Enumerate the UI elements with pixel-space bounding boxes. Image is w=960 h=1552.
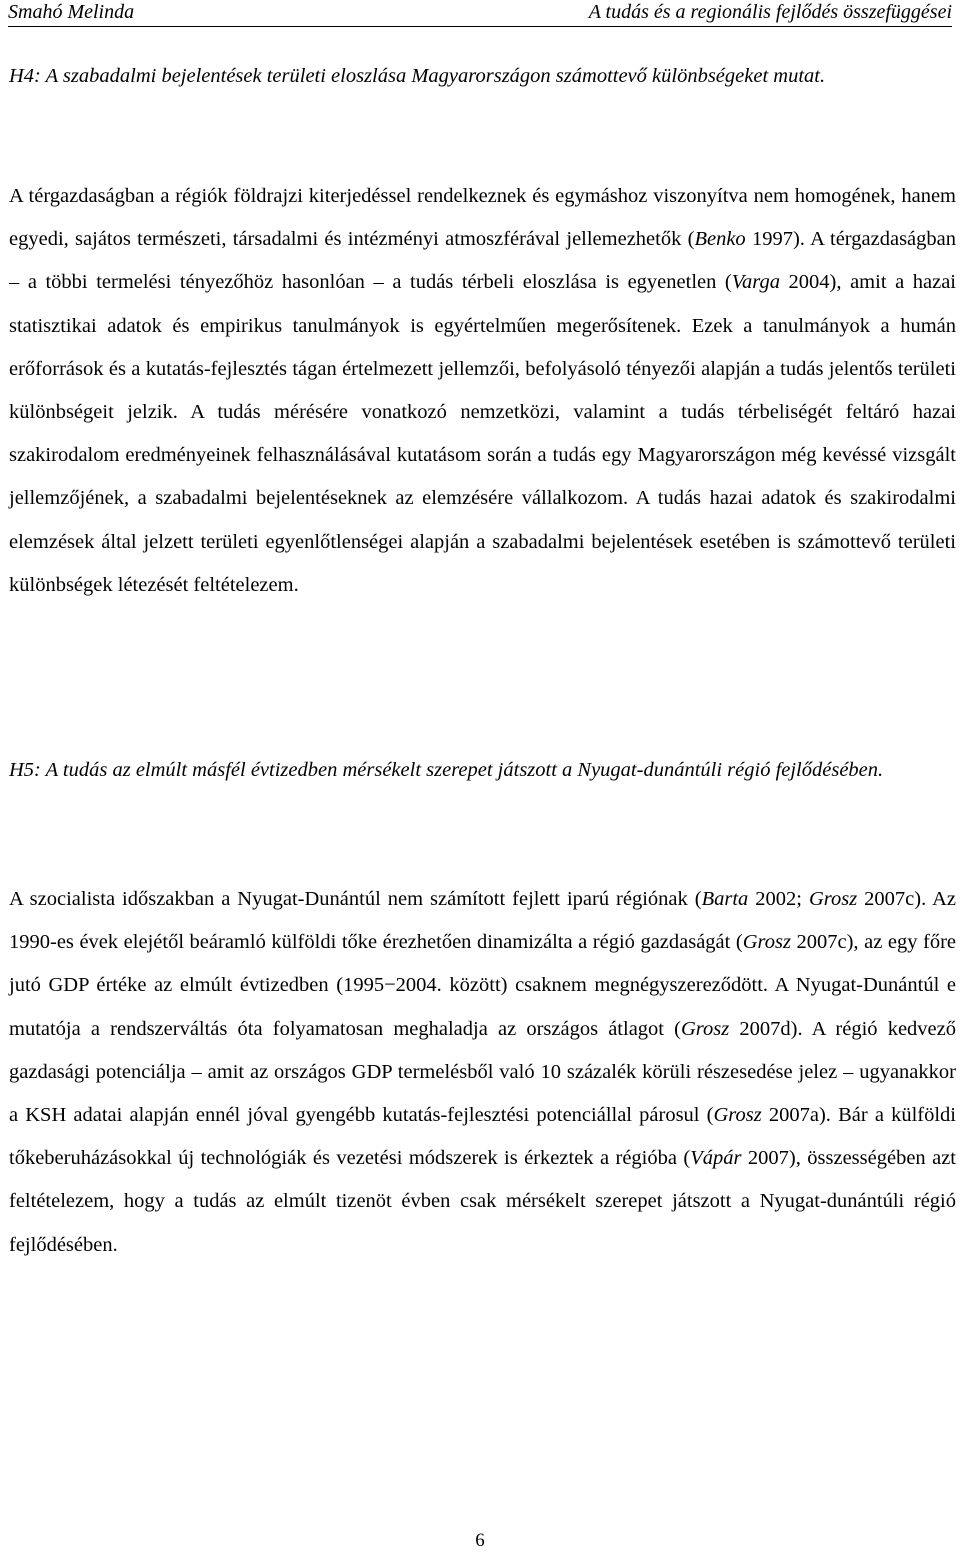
paragraph-1 xyxy=(9,175,956,607)
citation-vapar: Vápár xyxy=(690,1147,742,1170)
header-title: A tudás és a regionális fejlődés összefüggései xyxy=(588,1,952,23)
citation-barta: Barta xyxy=(701,888,749,910)
page-number: 6 xyxy=(475,1530,485,1551)
p1-text-1: A térgazdaságban a régiók földrajzi kiterjedéssel rendelkeznek és egymáshoz viszonyítva nem homogének, hanem egyedi, sajátos természeti, társadalmi és intézményi atmoszférával jellemezhetők ( xyxy=(9,185,956,251)
p2-text-5: 2007d). A régió kedvező gazdasági potenciálja – amit az országos GDP termelésből való 10 százalék körüli részesedése jelez – ugyanakkor a KSH adatai alapján ennél jóval gyengébb kutatás-fejlesztési potenciállal párosul ( xyxy=(9,1017,957,1127)
p1-text-3: 2004), amit a hazai statisztikai adatok és empirikus tanulmányok is egyértelműen megerősítenek. Ezek a tanulmányok a humán erőforrások és a kutatás-fejlesztés tágan értelmezett jellemzői, befolyásoló tényezői alapján a tudás jelentős területi különbségeit jelzik. A tudás mérésére vonatkozó nemzetközi, valamint a tudás térbeliségét feltáró hazai szakirodalom eredményeinek felhasználásával kutatásom során a tudás egy Magyarországon még kevéssé vizsgált jellemzőjének, a szabadalmi bejelentéseknek az elemzésére vállalkozom. A tudás hazai adatok és szakirodalmi elemzések által jelzett területi egyenlőtlenségei alapján a szabadalmi bejelentések esetében is számottevő területi különbségek létezését feltételezem. xyxy=(9,271,956,596)
p2-text-1: A szocialista időszakban a Nyugat-Dunántúl nem számított fejlett iparú régiónak ( xyxy=(9,888,702,910)
citation-grosz-3: Grosz xyxy=(680,1017,730,1040)
citation-grosz-4: Grosz xyxy=(713,1104,762,1127)
running-header xyxy=(8,0,952,27)
paragraph-2 xyxy=(9,878,956,1267)
citation-benko: Benko xyxy=(694,228,746,251)
p1-text-2: 1997). A térgazdaságban – a többi termelési tényezőhöz hasonlóan – a tudás térbeli eloszlása is egyenetlen ( xyxy=(9,228,956,294)
hypothesis-h4: H4: A szabadalmi bejelentések területi eloszlása Magyarországon számottevő különbségeket mutat. xyxy=(9,65,826,87)
citation-grosz-1: Grosz xyxy=(808,888,858,910)
citation-grosz-2: Grosz xyxy=(742,931,791,954)
hypothesis-h5: H5: A tudás az elmúlt másfél évtizedben mérsékelt szerepet játszott a Nyugat-dunántúli régió fejlődésében. xyxy=(9,759,884,781)
header-author: Smahó Melinda xyxy=(8,1,135,23)
p2-text-6: 2007a). Bár a külföldi tőkeberuházásokkal új technológiák és vezetési módszerek is érkeztek a régióba ( xyxy=(9,1104,957,1170)
p2-text-2: 2002; xyxy=(748,888,809,910)
citation-varga: Varga xyxy=(731,271,780,294)
p2-text-4: 2007c), az egy főre jutó GDP értéke az elmúlt évtizedben (1995−2004. között) csaknem megnégyszereződött. A Nyugat-Dunántúl e mutatója a rendszerváltás óta folyamatosan meghaladja az országos átlagot ( xyxy=(9,931,956,1040)
p2-text-7: 2007), összességében azt feltételezem, hogy a tudás az elmúlt tizenöt évben csak mérsékelt szerepet játszott a Nyugat-dunántúli régió fejlődésében. xyxy=(9,1147,956,1256)
p2-text-3: 2007c). Az 1990-es évek elejétől beáramló külföldi tőke érezhetően dinamizálta a régió gazdaságát ( xyxy=(9,888,956,954)
